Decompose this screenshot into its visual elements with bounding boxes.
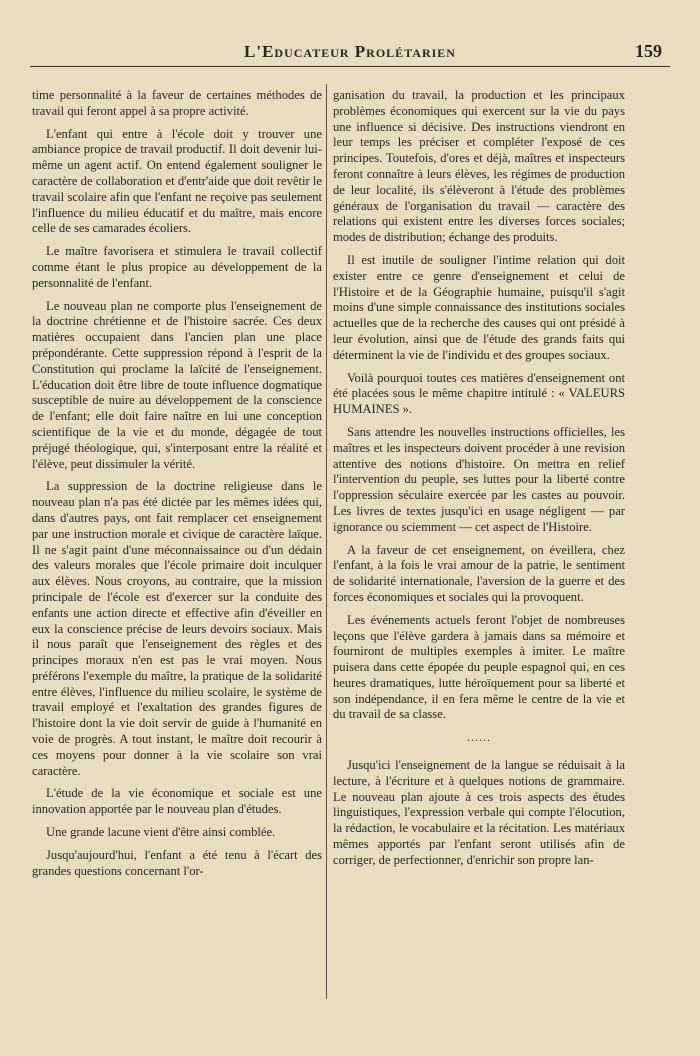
- paragraph: ganisation du travail, la production et les principaux problèmes économiques qui exercent sur la vie du pays une influence si décisive. Des instructions viendront en leur temps les préciser et compléter l'exposé de ces principes. Toutefois, d'ores et déjà, maîtres et inspecteurs feront connaître à leurs élèves, les régimes de production de leur localité, ils s'élèveront à l'étude des problèmes généraux de l'organisation du travail — caractère des relations qui existent entre les diverses forces sociales; modes de distribution; échange des produits.: [333, 88, 625, 245]
- running-header: [30, 40, 670, 67]
- paragraph: Jusqu'aujourd'hui, l'enfant a été tenu à l'écart des grandes questions concernant l'or-: [32, 847, 322, 878]
- paragraph: A la faveur de cet enseignement, on éveillera, chez l'enfant, à la fois le vrai amour de la patrie, le sentiment de solidarité internationale, l'aversion de la guerre et des forces économiques et sociales qui la provoquent.: [333, 542, 625, 604]
- paragraph: Il est inutile de souligner l'intime relation qui doit exister entre ce genre d'enseignement et celui de l'Histoire et de la Géographie humaine, puisqu'il s'agit moins d'une simple connaissance des institutions sociales actuelles que de la recherche des causes qui ont présidé à leur évolution, ainsi que de l'étude des grands faits qui déterminent la vie de l'individu et des groupes sociaux.: [333, 252, 625, 362]
- paragraph: Jusqu'ici l'enseignement de la langue se réduisait à la lecture, à l'écriture et à quelques notions de grammaire. Le nouveau plan ajoute à ces trois aspects des études linguistiques, l'expression verbale qui compte l'élocution, la rédaction, le vocabulaire et la récitation. Les matériaux mêmes apportés par l'enfant seront utilisés afin de corriger, de perfectionner, d'enrichir son propre lan-: [333, 758, 625, 867]
- paragraph: L'étude de la vie économique et sociale est une innovation apportée par le nouveau plan d'études.: [32, 786, 322, 817]
- column-divider: [326, 84, 327, 999]
- paragraph: Une grande lacune vient d'être ainsi comblée.: [46, 825, 276, 840]
- left-column: [32, 88, 322, 886]
- page-number: 159: [635, 41, 662, 61]
- paragraph: L'enfant qui entre à l'école doit y trouver une ambiance propice de travail productif. Il doit devenir lui-même un agent actif. On entend également souligner le caractère de collaboration et d'entr'aide que doit revêtir le travail scolaire afin que l'enfant ne reçoive pas seulement l'influence du milieu éducatif et du maître, mais encore celle de ses camarades écoliers.: [32, 126, 322, 236]
- paragraph: Le nouveau plan ne comporte plus l'enseignement de la doctrine chrétienne et de l'histoire sacrée. Ces deux matières occupaient dans l'ancien plan une place prépondérante. Cette suppression répond à l'esprit de la Constitution qui proclame la laïcité de l'enseignement. L'éducation doit être libre de toute influence dogmatique susceptible de nuire au développement de la conscience de l'enfant; elle doit faire naître en lui une conception scientifique de la vie et du monde, dégagée de tout préjugé théologique, qui, s'interposant entre la réalité et l'élève, peut dissimuler la vérité.: [32, 298, 322, 471]
- paragraph: Sans attendre les nouvelles instructions officielles, les maîtres et les inspecteurs doivent procéder à une revision attentive des notions d'histoire. On mettra en relief l'intervention du peuple, ses luttes pour la liberté contre l'oppression séculaire exercée par les castes au pouvoir. Les livres de textes jusqu'ici en usage négligent — par ignorance ou sciemment — cet aspect de l'Histoire.: [333, 424, 625, 534]
- paragraph: time personnalité à la faveur de certaines méthodes de travail qui feront appel à sa propre activité.: [32, 88, 322, 118]
- paragraph: Le maître favorisera et stimulera le travail collectif comme étant le plus propice au développement de la personnalité de l'enfant.: [32, 244, 322, 290]
- paragraph: Les événements actuels feront l'objet de nombreuses leçons que l'élève gardera à jamais dans sa mémoire et fourniront de multiples exemples à imiter. Le maître puisera dans cette épopée du peuple espagnol qui, en ces heures dramatiques, lutte héroïquement pour sa liberté et son indépendance, il en fera même le centre de la vie et du travail de sa classe.: [333, 612, 625, 722]
- right-column: [333, 88, 625, 876]
- journal-title: L'Educateur Prolétarien: [244, 42, 456, 61]
- paragraph: La suppression de la doctrine religieuse dans le nouveau plan n'a pas été dictée par les mêmes idées qui, dans d'autres pays, ont fait remplacer cet enseignement par une instruction morale et civique de caractère laïque. Il ne s'agit paint d'une méconnaissaince ou d'un dédain des valeurs morales que l'école primaire doit inculquer aux élèves. Nous croyons, au contraire, que la mission principale de l'école est d'exercer sur la conduite des enfants une action directe et effective afin d'éveiller en eux la conscience précise de leurs devoirs sociaux. Mais il nous paraît que l'enseignement des règles et des principes moraux n'en est pas le vrai moyen. Nous préférons l'exemple du maître, la pratique de la solidarité entre élèves, l'influence du milieu scolaire, le système de travail employé et l'exaltation des grandes figures de l'histoire dont la vie doit servir de guide à l'humanité en voie de progrès. A tout instant, le maître doit recourir à ces moyens pour donner à la vie scolaire son vrai caractère.: [32, 479, 322, 778]
- section-separator: ......: [467, 730, 491, 745]
- paragraph: Voilà pourquoi toutes ces matières d'enseignement ont été placées sous le même chapitre intitulé : « VALEURS HUMAINES ».: [333, 370, 625, 417]
